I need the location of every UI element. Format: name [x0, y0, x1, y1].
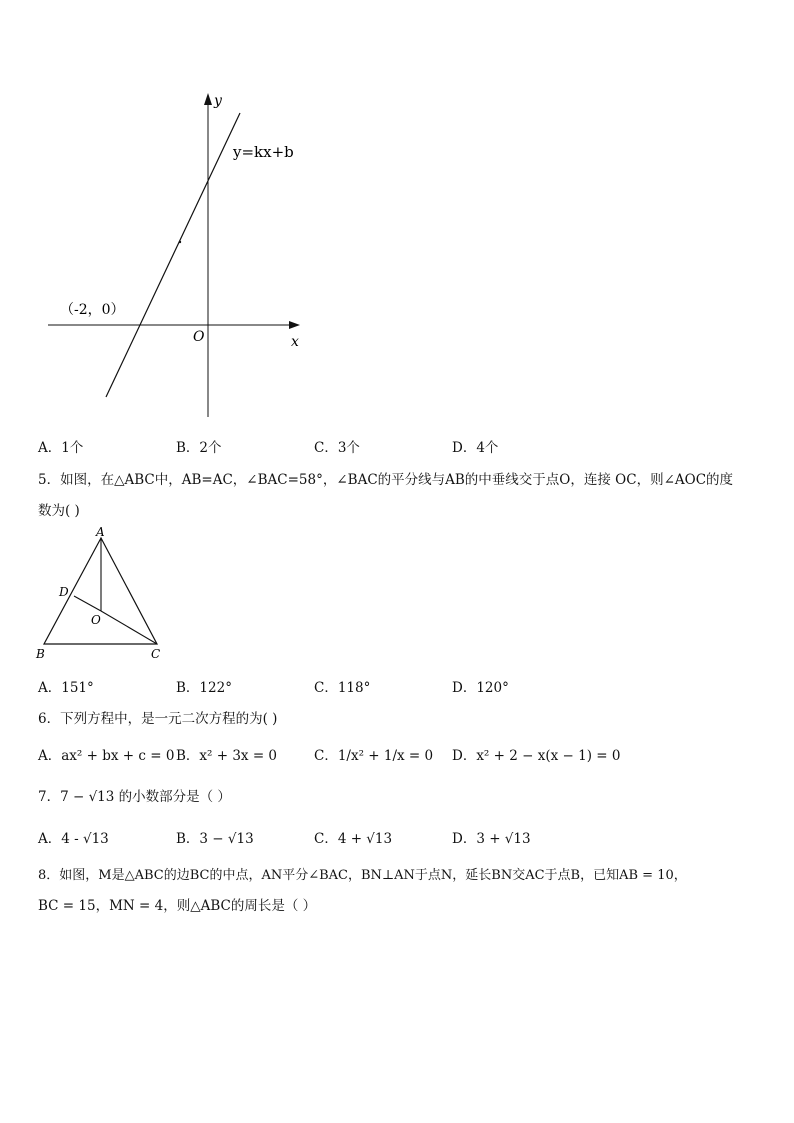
q5-option-a[interactable]: A．151° [38, 680, 94, 696]
function-line [106, 113, 240, 397]
x-axis-label: x [291, 334, 299, 350]
q7-option-c[interactable]: C．4 + √13 [314, 831, 393, 847]
q6-option-d[interactable]: D．x² + 2 − x(x − 1) = 0 [452, 748, 621, 764]
segment-do [74, 596, 101, 611]
q7-option-b[interactable]: B．3 − √13 [176, 831, 254, 847]
q4-option-b[interactable]: B．2个 [176, 440, 222, 456]
triangle-figure [30, 525, 170, 665]
q4-option-a[interactable]: A．1个 [38, 440, 84, 456]
q7-option-d[interactable]: D．3 + √13 [452, 831, 531, 847]
q6-question: 6．下列方程中，是一元二次方程的为( ) [38, 711, 278, 727]
vertex-b-label: B [36, 647, 45, 661]
q5-option-b[interactable]: B．122° [176, 680, 232, 696]
q5-question-line2: 数为( ) [38, 503, 80, 519]
q4-option-d[interactable]: D．4个 [452, 440, 499, 456]
q4-option-c[interactable]: C．3个 [314, 440, 360, 456]
q6-option-b[interactable]: B．x² + 3x = 0 [176, 748, 278, 764]
point-o-label: O [91, 613, 101, 627]
y-axis-arrow [204, 93, 212, 105]
linear-function-graph [40, 85, 320, 425]
vertex-c-label: C [151, 647, 161, 661]
x-axis-arrow [289, 321, 300, 329]
line-label: y=kx+b [233, 143, 294, 161]
q7-option-a[interactable]: A．4 - √13 [38, 831, 109, 847]
q7-question: 7．7 − √13 的小数部分是（ ） [38, 789, 231, 805]
origin-label: O [193, 329, 205, 345]
q5-option-d[interactable]: D．120° [452, 680, 509, 696]
q5-option-c[interactable]: C．118° [314, 680, 371, 696]
y-axis-label: y [214, 93, 222, 109]
q5-question-line1: 5．如图，在△ABC中，AB=AC，∠BAC=58°，∠BAC的平分线与AB的中垂线交于点O，连接 OC，则∠AOC的度 [38, 472, 734, 488]
q8-question-line1: 8．如图，M是△ABC的边BC的中点，AN平分∠BAC，BN⊥AN于点N，延长BN交AC于点B，已知AB = 10， [38, 868, 687, 883]
q6-option-a[interactable]: A．ax² + bx + c = 0 [38, 748, 175, 764]
q8-question-line2: BC = 15，MN = 4，则△ABC的周长是（ ） [38, 898, 317, 914]
q6-option-c[interactable]: C．1/x² + 1/x = 0 [314, 748, 434, 764]
vertex-a-label: A [96, 525, 105, 539]
point-label: （-2，0） [60, 302, 125, 318]
line-dot [179, 241, 181, 243]
vertex-d-label: D [59, 585, 69, 599]
